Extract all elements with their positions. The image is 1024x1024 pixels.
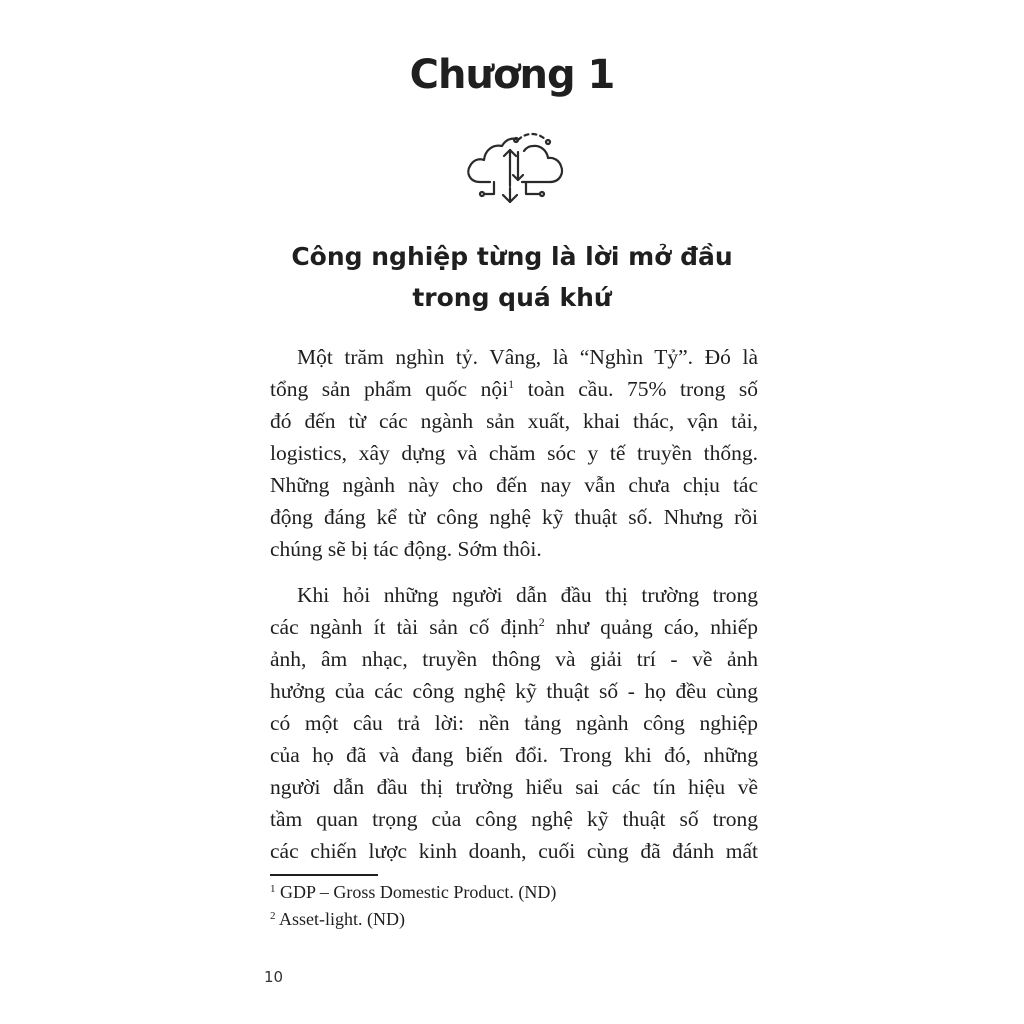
paragraph-line: tầm quan trọng của công nghệ kỹ thuật số trong bbox=[270, 807, 758, 831]
section-title bbox=[262, 236, 762, 318]
paragraph-line: của họ đã và đang biến đổi. Trong khi đó, những bbox=[270, 743, 758, 767]
paragraph-line: hưởng của các công nghệ kỹ thuật số - họ đều cùng bbox=[270, 679, 758, 703]
paragraph-line: đó đến từ các ngành sản xuất, khai thác, vận tải, bbox=[270, 409, 758, 433]
footnote-text: GDP – Gross Domestic Product. (ND) bbox=[275, 882, 557, 902]
footnote-divider bbox=[270, 874, 378, 876]
paragraph-line: Một trăm nghìn tỷ. Vâng, là “Nghìn Tỷ”. Đó là bbox=[297, 345, 758, 369]
paragraph-line: Những ngành này cho đến nay vẫn chưa chịu tác bbox=[270, 473, 758, 497]
body-paragraph bbox=[270, 579, 758, 867]
paragraph-line bbox=[270, 611, 758, 643]
paragraph-line: động đáng kể từ công nghệ kỹ thuật số. Nhưng rồi bbox=[270, 505, 758, 529]
text-fragment: toàn cầu. 75% trong số bbox=[527, 377, 759, 401]
footnote-reference[interactable]: 2 bbox=[538, 615, 545, 629]
paragraph-line: chúng sẽ bị tác động. Sớm thôi. bbox=[270, 537, 542, 561]
cloud-upload-download-icon bbox=[460, 124, 570, 208]
page-number: 10 bbox=[264, 968, 284, 986]
paragraph-line: người dẫn đầu thị trường hiểu sai các tín hiệu về bbox=[270, 775, 758, 799]
footnote-mark: 1 bbox=[270, 883, 276, 895]
chapter-title: Chương 1 bbox=[409, 52, 615, 98]
text-fragment: tổng sản phẩm quốc nội bbox=[270, 377, 509, 401]
paragraph-line: Khi hỏi những người dẫn đầu thị trường trong bbox=[297, 583, 758, 607]
footnote-mark: 2 bbox=[270, 910, 276, 922]
footnote bbox=[270, 881, 556, 903]
footnote bbox=[270, 908, 405, 930]
footnote-reference[interactable]: 1 bbox=[508, 377, 515, 391]
paragraph-line: logistics, xây dựng và chăm sóc y tế truyền thống. bbox=[270, 441, 758, 465]
footnote-text: Asset-light. (ND) bbox=[275, 909, 405, 929]
text-fragment: các ngành ít tài sản cố định bbox=[270, 615, 539, 639]
section-title-line: Công nghiệp từng là lời mở đầu bbox=[291, 242, 733, 271]
section-title-line: trong quá khứ bbox=[412, 283, 612, 312]
text-fragment: như quảng cáo, nhiếp bbox=[555, 615, 758, 639]
paragraph-line bbox=[270, 373, 758, 405]
paragraph-line: có một câu trả lời: nền tảng ngành công nghiệp bbox=[270, 711, 758, 735]
paragraph-line: các chiến lược kinh doanh, cuối cùng đã đánh mất bbox=[270, 839, 758, 863]
paragraph-line: ảnh, âm nhạc, truyền thông và giải trí - về ảnh bbox=[270, 647, 758, 671]
body-paragraph bbox=[270, 341, 758, 565]
